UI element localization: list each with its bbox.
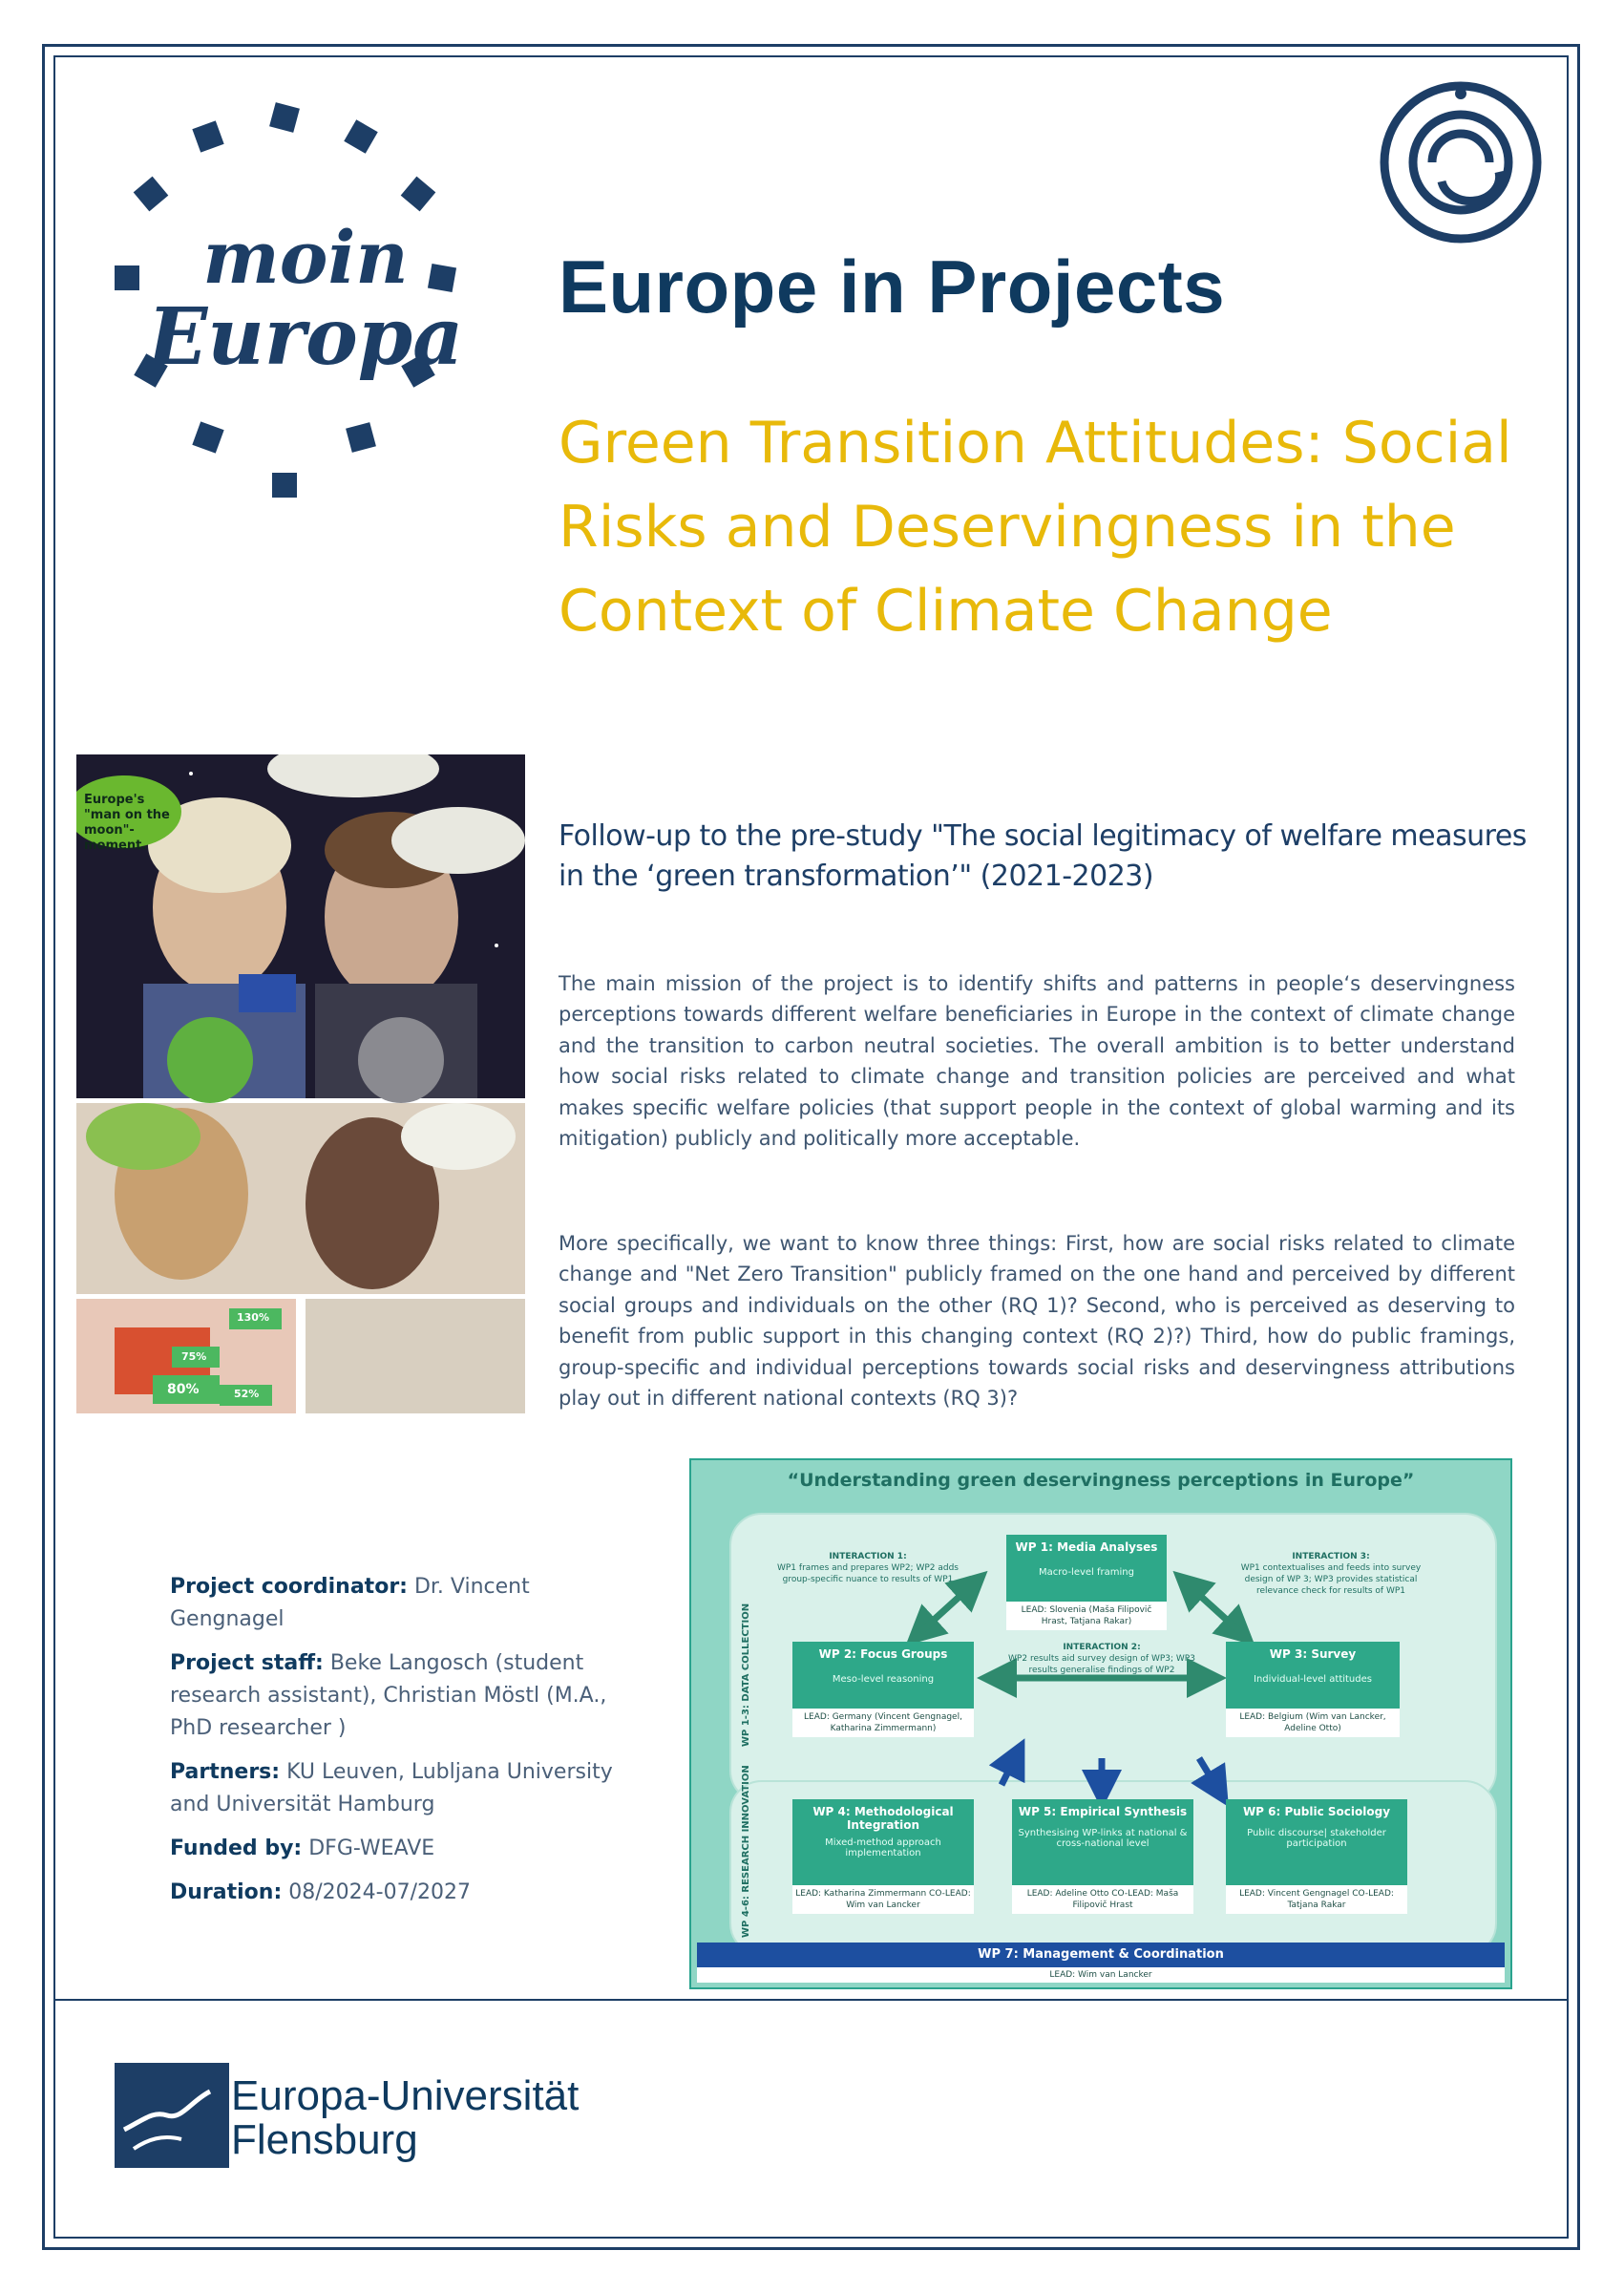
interaction-1-note: INTERACTION 1: WP1 frames and prepares WP2; WP2 adds group-specific nuance to results of WP1: [776, 1552, 959, 1584]
wp7-bar: WP 7: Management & Coordination: [697, 1943, 1505, 1967]
side-label-research-innovation: WP 4-6: RESEARCH INNOVATION: [741, 1765, 751, 1938]
wp4-box: WP 4: Methodological Integration Mixed-method approach implementation LEAD: Katharina Zimmermann CO-LEAD: Wim van Lancker: [792, 1799, 974, 1914]
university-name: Europa-Universität Flensburg: [231, 2072, 580, 2163]
wp3-box: WP 3: Survey Individual-level attitudes LEAD: Belgium (Wim van Lancker, Adeline Otto): [1226, 1642, 1400, 1737]
info-duration: Duration: 08/2024-07/2027: [170, 1880, 471, 1904]
comic-stat-label: 130%: [237, 1311, 269, 1324]
footer-divider: [53, 1999, 1569, 2001]
info-partners: Partners: KU Leuven, Lubljana University and Universität Hamburg: [170, 1760, 613, 1816]
mission-paragraph: The main mission of the project is to identify shifts and patterns in people‘s deservingness perceptions towards different welfare beneficiaries in Europe in the context of climate change and the transition to carbon neutral societies. The overall ambition is to better understand how social risks related to climate change and transition policies are perceived and what makes specific welfare policies (that support people in the context of global warming and its mitigation) publicly and politically more acceptable.: [559, 972, 1515, 1151]
logo-word-europa: Europa: [147, 291, 464, 383]
comic-stat-label: 80%: [167, 1382, 200, 1397]
comic-illustration: [76, 754, 525, 1413]
diagram-title: “Understanding green deservingness perceptions in Europe”: [787, 1470, 1415, 1491]
interaction-2-note: INTERACTION 2: WP2 results aid survey design of WP3; WP3 results generalise findings of WP2: [1008, 1643, 1195, 1675]
comic-stat-label: 52%: [234, 1388, 260, 1400]
euf-logo-icon: [115, 2063, 229, 2168]
research-questions-paragraph: More specifically, we want to know three things: First, how are social risks related to climate change and "Net Zero Transition" publicly framed on the one hand and perceived by different social groups and individuals on the other (RQ 1)? Second, who is perceived as deserving to benefit from public support in this changing context (RQ 2)?) Third, how do public framings, group-specific and individual perceptions towards social risks and deservingness attributions play out in different national contexts (RQ 3)?: [559, 1232, 1515, 1411]
wp6-box: WP 6: Public Sociology Public discourse| stakeholder participation LEAD: Vincent Gengnagel CO-LEAD: Tatjana Rakar: [1226, 1799, 1407, 1914]
wp5-box: WP 5: Empirical Synthesis Synthesising WP-links at national & cross-national level LEAD: Adeline Otto CO-LEAD: Maša Filipovič Hrast: [1012, 1799, 1193, 1914]
project-info: [170, 1571, 619, 1921]
wp7-lead: LEAD: Wim van Lancker: [697, 1967, 1505, 1983]
logo-word-moin: moin: [202, 215, 409, 300]
followup-heading: Follow-up to the pre-study "The social legitimacy of welfare measures in the ‘green transformation’" (2021-2023): [559, 819, 1527, 893]
side-label-data-collection: WP 1-3: DATA COLLECTION: [741, 1603, 751, 1747]
comic-speech-bubble: Europe's "man on the moon"-moment.: [84, 793, 170, 853]
wp2-box: WP 2: Focus Groups Meso-level reasoning LEAD: Germany (Vincent Gengnagel, Katharina Zimmermann): [792, 1642, 974, 1737]
interaction-3-note: INTERACTION 3: WP1 contextualises and feeds into survey design of WP 3; WP3 provides statistical relevance check for results of WP1: [1240, 1552, 1422, 1596]
comic-stat-label: 75%: [181, 1350, 207, 1363]
info-funded: Funded by: DFG-WEAVE: [170, 1837, 435, 1860]
info-coordinator: Project coordinator: Dr. Vincent Gengnagel: [170, 1575, 530, 1631]
project-subtitle: Green Transition Attitudes: Social Risks and Deservingness in the Context of Climate Change: [559, 410, 1512, 645]
page-title: Europe in Projects: [559, 244, 1226, 329]
wp1-box: WP 1: Media Analyses Macro-level framing LEAD: Slovenia (Maša Filipovič Hrast, Tatjana Rakar): [1006, 1535, 1167, 1630]
circular-emblem-icon: [1375, 76, 1547, 248]
info-staff: Project staff: Beke Langosch (student research assistant), Christian Möstl (M.A., PhD researcher ): [170, 1651, 607, 1740]
work-package-diagram: [689, 1458, 1512, 1989]
moin-europa-logo: [86, 96, 525, 516]
